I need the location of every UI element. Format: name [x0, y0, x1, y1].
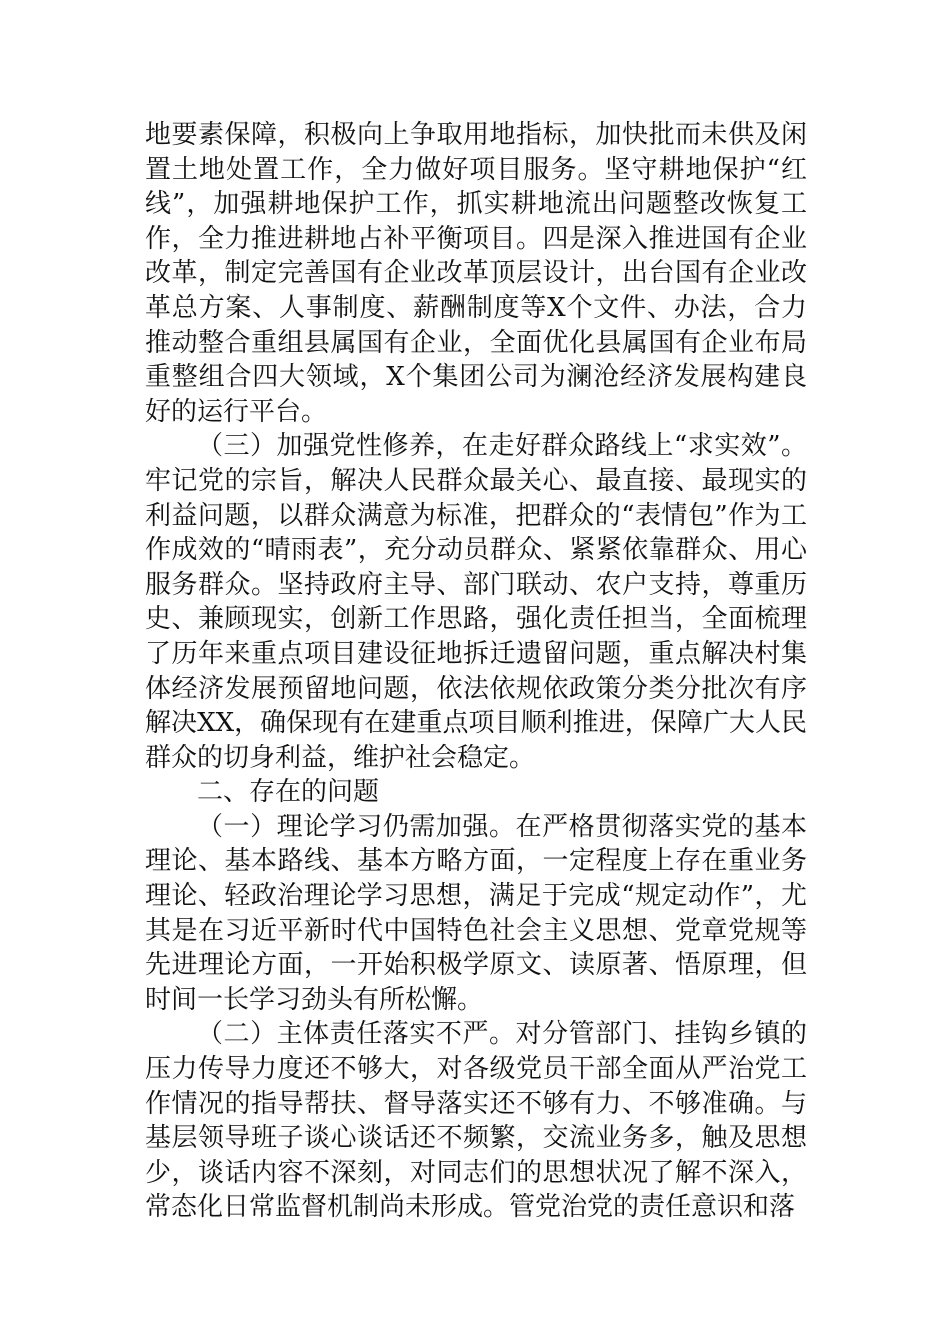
paragraph-mass-line: （三）加强党性修养，在走好群众路线上“求实效”。牢记党的宗旨，解决人民群众最关心、最直接、最现实的利益问题，以群众满意为标准，把群众的“表情包”作为工作成效的“晴雨表”，充分动员群众、紧紧依靠群众、用心服务群众。坚持政府主导、部门联动、农户支持，尊重历史、兼顾现实，创新工作思路，强化责任担当，全面梳理了历年来重点项目建设征地拆迁遗留问题，重点解决村集体经济发展预留地问题，依法依规依政策分类分批次有序解决XX，确保现有在建重点项目顺利推进，保障广大人民群众的切身利益，维护社会稳定。: [145, 431, 807, 773]
paragraph-theory-study: （一）理论学习仍需加强。在严格贯彻落实党的基本理论、基本路线、基本方略方面，一定程度上存在重业务理论、轻政治理论学习思想，满足于完成“规定动作”，尤其是在习近平新时代中国特色社会主义思想、党章党规等先进理论方面，一开始积极学原文、读原著、悟原理，但时间一长学习劲头有所松懈。: [145, 811, 807, 1015]
section-heading-problems: 二、存在的问题: [197, 777, 380, 808]
document-page: [145, 118, 807, 1225]
paragraph-main-responsibility: （二）主体责任落实不严。对分管部门、挂钩乡镇的压力传导力度还不够大，对各级党员干部全面从严治党工作情况的指导帮扶、督导落实还不够有力、不够准确。与基层领导班子谈心谈话还不频繁，交流业务多，触及思想少，谈话内容不深刻，对同志们的思想状况了解不深入，常态化日常监督机制尚未形成。管党治党的责任意识和落: [145, 1019, 807, 1223]
paragraph-land-and-soe-reform: 地要素保障，积极向上争取用地指标，加快批而未供及闲置土地处置工作，全力做好项目服务。坚守耕地保护“红线”，加强耕地保护工作，抓实耕地流出问题整改恢复工作，全力推进耕地占补平衡项目。四是深入推进国有企业改革，制定完善国有企业改革顶层设计，出台国有企业改革总方案、人事制度、薪酬制度等X个文件、办法，合力推动整合重组县属国有企业，全面优化县属国有企业布局重整组合四大领域，X个集团公司为澜沧经济发展构建良好的运行平台。: [145, 120, 807, 427]
